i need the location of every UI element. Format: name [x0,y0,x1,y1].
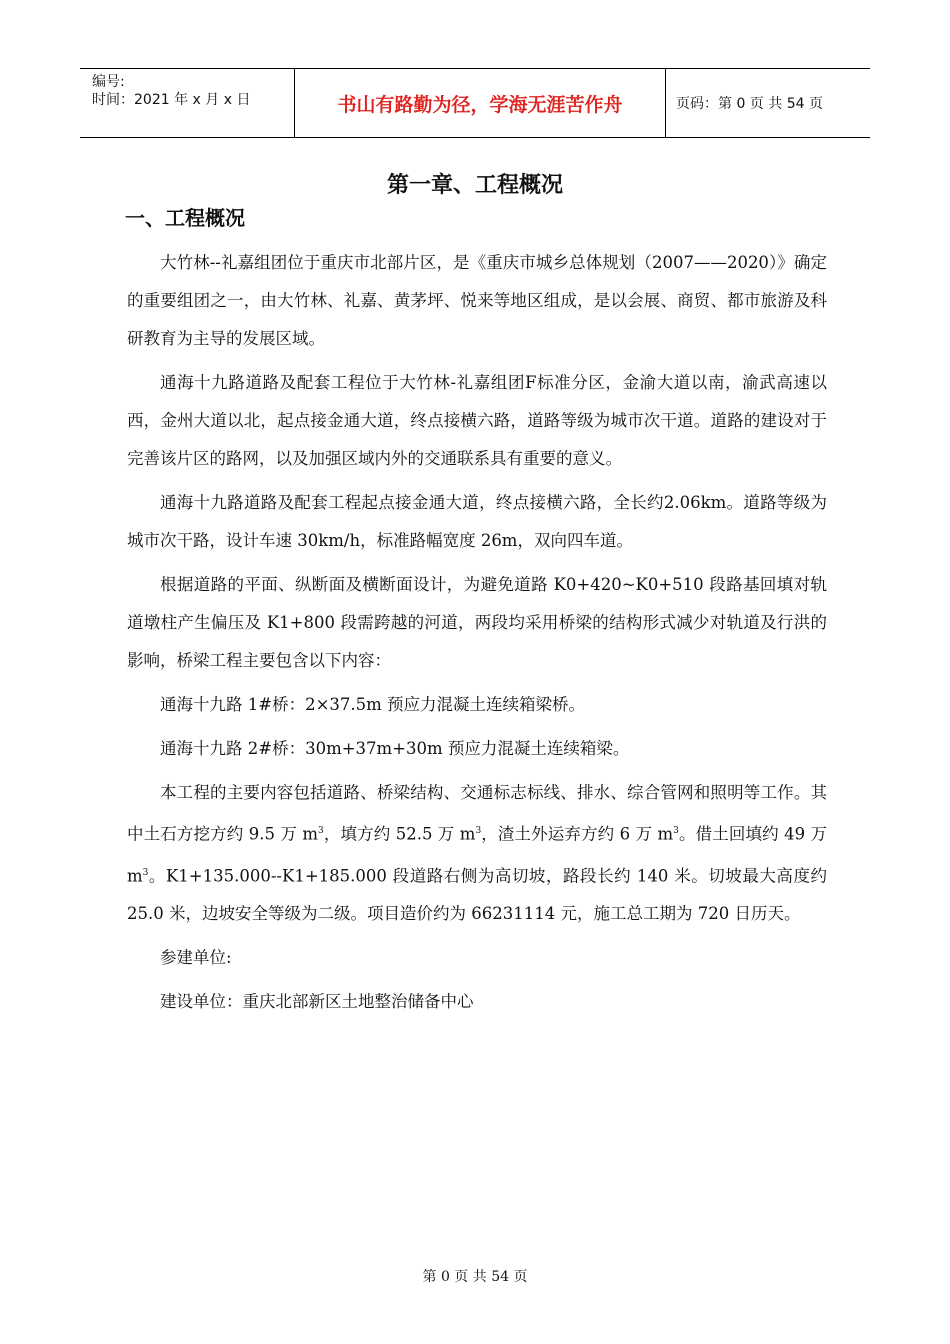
document-header [80,68,870,138]
quantities-paragraph: 本工程的主要内容包括道路、桥梁结构、交通标志标线、排水、综合管网和照明等工作。其中土石方挖方约 9.5 万 $m^3$，填方约 52.5 万 $m^3$，渣土外运弃方约 6 万 $m^3$。借土回填约 49 万 $m^3$。K1+135.000--K1+185.000 段道路右侧为高切坡，路段长约 140 米。切坡最大高度约 25.0 米，边坡安全等级为二级。项目造价约为 66231114 元，施工总工期为 720 日历天。 [127,783,827,923]
paragraph: 根据道路的平面、纵断面及横断面设计，为避免道路 K0+420~K0+510 段路基回填对轨道墩柱产生偏压及 K1+800 段需跨越的河道，两段均采用桥梁的结构形式减少对轨道及行洪的影响，桥梁工程主要包含以下内容： [127,575,827,670]
header-motto: 书山有路勤为径，学海无涯苦作舟 [294,69,666,137]
paragraph: 通海十九路 2#桥：30m+37m+30m 预应力混凝土连续箱梁。 [160,739,630,758]
construction-unit: 建设单位：重庆北部新区土地整治储备中心 [160,992,474,1011]
header-page-info: 页码：第 0 页 共 54 页 [676,96,823,112]
paragraph: 通海十九路 1#桥：2×37.5m 预应力混凝土连续箱梁桥。 [160,695,586,714]
paragraph: 大竹林--礼嘉组团位于重庆市北部片区，是《重庆市城乡总体规划（2007——2020）》确定的重要组团之一，由大竹林、礼嘉、黄茅坪、悦来等地区组成，是以会展、商贸、都市旅游及科研教育为主导的发展区域。 [127,253,827,348]
body-text [127,244,827,1027]
chapter-title: 第一章、工程概况 [386,173,563,198]
document-date: 时间：2021 年 x 月 x 日 [92,92,251,108]
document-number: 编号: [92,74,125,90]
header-meta [80,69,294,137]
paragraph: 通海十九路道路及配套工程位于大竹林-礼嘉组团F标准分区，金渝大道以南，渝武高速以西，金州大道以北，起点接金通大道，终点接横六路，道路等级为城市次干道。道路的建设对于完善该片区的路网，以及加强区域内外的交通联系具有重要的意义。 [127,373,827,468]
section-title: 一、工程概况 [125,206,245,230]
page-footer: 第 0 页 共 54 页 [422,1269,528,1285]
participants-label: 参建单位: [160,948,232,967]
paragraph: 通海十九路道路及配套工程起点接金通大道，终点接横六路，全长约2.06km。道路等级为城市次干路，设计车速 30km/h，标准路幅宽度 26m，双向四车道。 [127,493,827,550]
